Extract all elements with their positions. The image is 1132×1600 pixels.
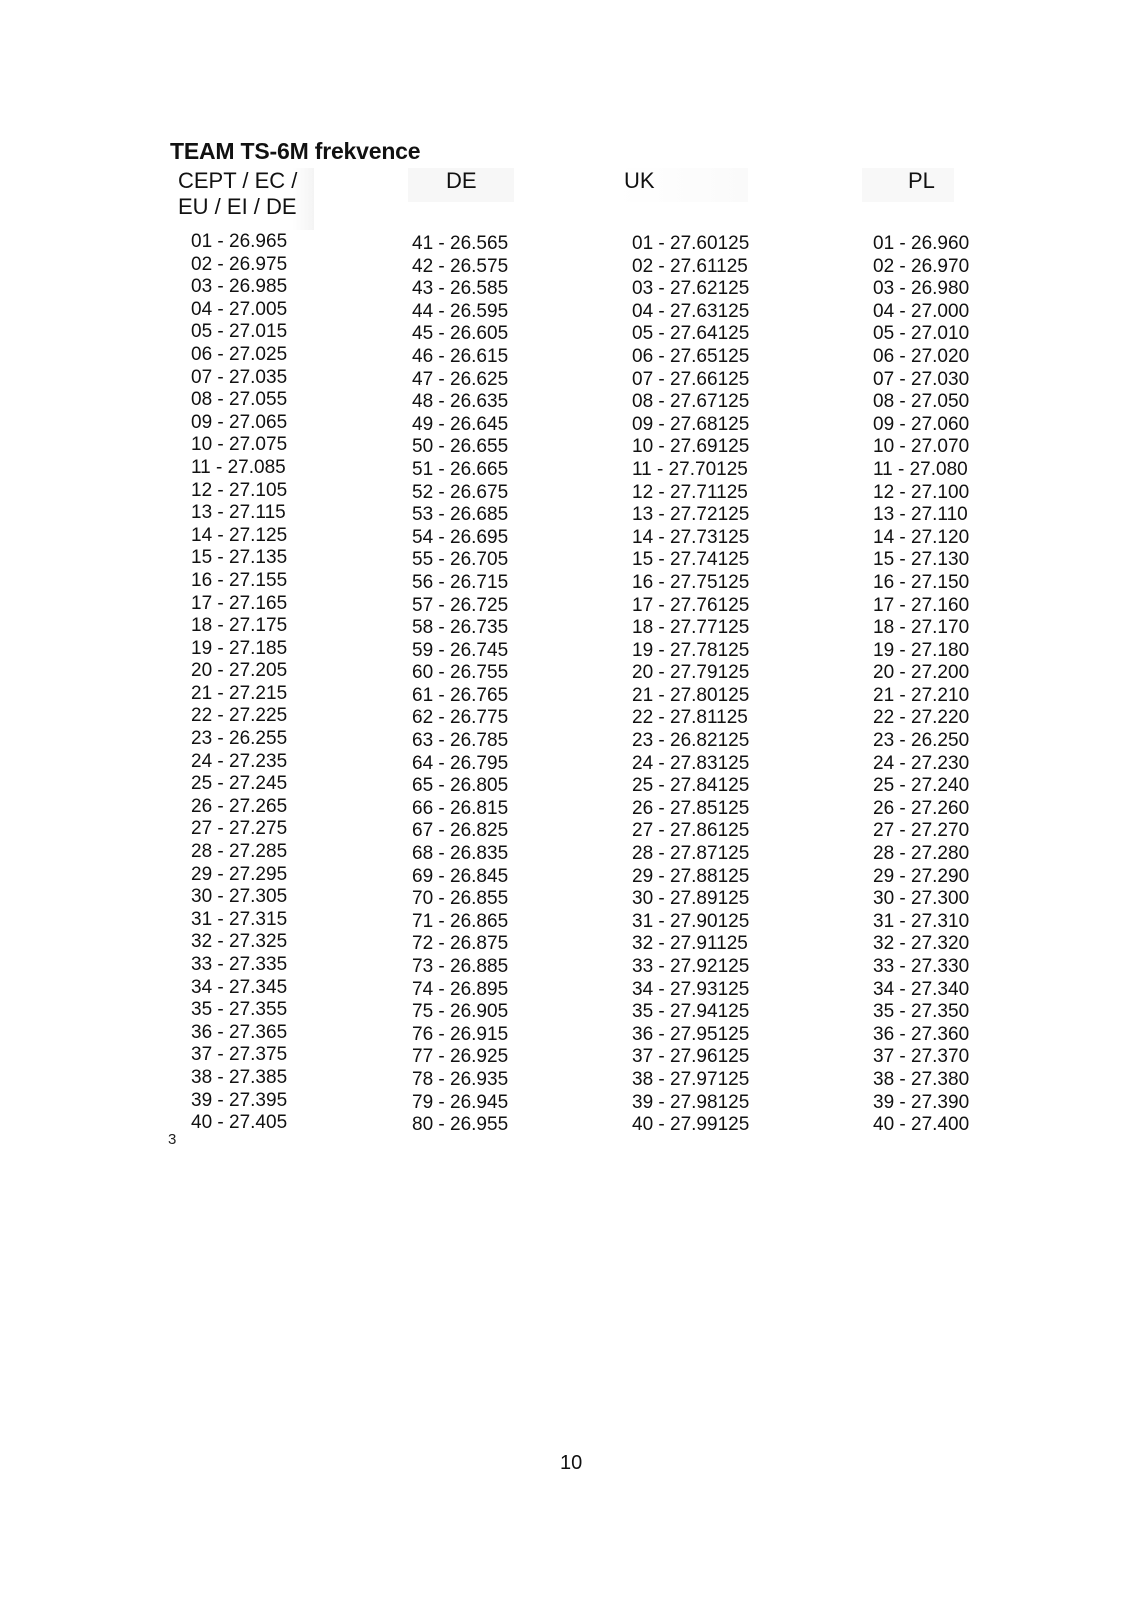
channel-frequency-cell: 35 - 27.94125 — [632, 1001, 750, 1023]
channel-frequency-cell: 17 - 27.76125 — [632, 594, 750, 616]
channel-frequency-cell: 38 - 27.385 — [191, 1066, 288, 1088]
column-header-line: EU / EI / DE — [178, 194, 297, 219]
channel-frequency-cell: 30 - 27.300 — [873, 888, 970, 910]
channel-frequency-cell: 04 - 27.63125 — [632, 300, 750, 322]
channel-frequency-cell: 24 - 27.230 — [873, 752, 970, 774]
channel-frequency-cell: 35 - 27.355 — [191, 999, 288, 1021]
channel-frequency-cell: 40 - 27.99125 — [632, 1114, 750, 1136]
channel-frequency-cell: 64 - 26.795 — [412, 752, 509, 774]
channel-frequency-cell: 04 - 27.000 — [873, 300, 970, 322]
channel-frequency-cell: 40 - 27.400 — [873, 1114, 970, 1136]
channel-frequency-cell: 48 - 26.635 — [412, 391, 509, 413]
channel-frequency-cell: 38 - 27.97125 — [632, 1068, 750, 1090]
channel-frequency-cell: 08 - 27.67125 — [632, 391, 750, 413]
channel-frequency-cell: 28 - 27.285 — [191, 841, 288, 863]
channel-frequency-cell: 07 - 27.035 — [191, 366, 288, 388]
channel-frequency-cell: 47 - 26.625 — [412, 368, 509, 390]
channel-frequency-cell: 27 - 27.86125 — [632, 820, 750, 842]
channel-frequency-cell: 05 - 27.015 — [191, 321, 288, 343]
channel-frequency-cell: 36 - 27.365 — [191, 1021, 288, 1043]
page-title: TEAM TS-6M frekvence — [170, 138, 421, 164]
channel-frequency-cell: 15 - 27.135 — [191, 547, 288, 569]
channel-frequency-cell: 13 - 27.115 — [191, 502, 286, 524]
channel-frequency-cell: 23 - 26.250 — [873, 730, 970, 752]
channel-frequency-cell: 23 - 26.255 — [191, 728, 288, 750]
channel-frequency-cell: 69 - 26.845 — [412, 865, 509, 887]
channel-frequency-cell: 07 - 27.66125 — [632, 368, 750, 390]
channel-frequency-cell: 49 - 26.645 — [412, 413, 509, 435]
channel-frequency-cell: 26 - 27.265 — [191, 795, 288, 817]
channel-frequency-cell: 16 - 27.75125 — [632, 571, 750, 593]
channel-frequency-cell: 43 - 26.585 — [412, 278, 509, 300]
channel-frequency-cell: 13 - 27.72125 — [632, 504, 750, 526]
channel-frequency-cell: 32 - 27.320 — [873, 933, 970, 955]
channel-frequency-cell: 52 - 26.675 — [412, 481, 509, 503]
channel-frequency-cell: 22 - 27.225 — [191, 705, 288, 727]
channel-frequency-cell: 55 - 26.705 — [412, 549, 509, 571]
channel-frequency-cell: 08 - 27.055 — [191, 389, 288, 411]
column-header-line: UK — [624, 168, 655, 193]
channel-frequency-cell: 29 - 27.295 — [191, 863, 288, 885]
column-header-de — [408, 168, 514, 202]
channel-frequency-cell: 20 - 27.79125 — [632, 662, 750, 684]
channel-column-pl — [873, 233, 969, 1137]
channel-frequency-cell: 26 - 27.85125 — [632, 797, 750, 819]
channel-frequency-cell: 31 - 27.310 — [873, 910, 970, 932]
channel-frequency-cell: 11 - 27.085 — [191, 456, 286, 478]
channel-frequency-cell: 46 - 26.615 — [412, 345, 509, 367]
channel-frequency-cell: 34 - 27.345 — [191, 976, 288, 998]
channel-frequency-cell: 24 - 27.235 — [191, 750, 288, 772]
channel-frequency-cell: 20 - 27.200 — [873, 662, 970, 684]
channel-frequency-cell: 32 - 27.91125 — [632, 933, 748, 955]
channel-frequency-cell: 27 - 27.270 — [873, 820, 970, 842]
channel-frequency-cell: 72 - 26.875 — [412, 933, 509, 955]
channel-frequency-cell: 12 - 27.105 — [191, 479, 288, 501]
channel-frequency-cell: 09 - 27.065 — [191, 411, 288, 433]
channel-frequency-cell: 18 - 27.170 — [873, 617, 970, 639]
channel-frequency-cell: 33 - 27.92125 — [632, 956, 750, 977]
column-header-line: CEPT / EC / — [178, 168, 298, 193]
channel-frequency-cell: 78 - 26.935 — [412, 1068, 509, 1090]
column-header-uk — [618, 168, 748, 202]
channel-frequency-cell: 02 - 26.970 — [873, 255, 970, 277]
channel-frequency-cell: 30 - 27.305 — [191, 886, 288, 908]
channel-frequency-cell: 51 - 26.665 — [412, 458, 509, 480]
channel-frequency-cell: 71 - 26.865 — [412, 910, 509, 932]
channel-frequency-cell: 14 - 27.120 — [873, 526, 970, 548]
channel-frequency-cell: 57 - 26.725 — [412, 594, 509, 616]
channel-frequency-cell: 12 - 27.100 — [873, 481, 970, 503]
channel-frequency-cell: 77 - 26.925 — [412, 1046, 509, 1068]
channel-column-cept — [191, 231, 287, 1135]
channel-frequency-cell: 58 - 26.735 — [412, 617, 509, 639]
channel-frequency-cell: 01 - 26.965 — [191, 231, 288, 252]
channel-frequency-cell: 13 - 27.110 — [873, 504, 968, 526]
channel-frequency-cell: 02 - 26.975 — [191, 253, 288, 275]
channel-frequency-cell: 45 - 26.605 — [412, 323, 509, 345]
channel-frequency-cell: 20 - 27.205 — [191, 660, 288, 682]
channel-frequency-cell: 06 - 27.025 — [191, 343, 288, 365]
channel-frequency-cell: 21 - 27.215 — [191, 682, 288, 704]
channel-frequency-cell: 27 - 27.275 — [191, 818, 288, 840]
stray-mark: 3 — [168, 1131, 177, 1148]
channel-frequency-cell: 42 - 26.575 — [412, 255, 509, 277]
channel-frequency-cell: 02 - 27.61125 — [632, 255, 748, 277]
channel-frequency-cell: 80 - 26.955 — [412, 1114, 509, 1136]
channel-frequency-cell: 41 - 26.565 — [412, 233, 509, 254]
column-header-line: PL — [908, 168, 935, 193]
channel-frequency-cell: 16 - 27.150 — [873, 571, 970, 593]
page-number: 10 — [560, 1452, 583, 1474]
channel-frequency-cell: 09 - 27.060 — [873, 413, 970, 435]
channel-frequency-cell: 22 - 27.81125 — [632, 707, 748, 729]
channel-frequency-cell: 31 - 27.90125 — [632, 910, 750, 932]
channel-frequency-cell: 11 - 27.70125 — [632, 458, 748, 480]
column-header-cept — [172, 168, 314, 230]
channel-frequency-cell: 53 - 26.685 — [412, 504, 509, 526]
channel-frequency-cell: 08 - 27.050 — [873, 391, 970, 413]
channel-frequency-cell: 75 - 26.905 — [412, 1001, 509, 1023]
channel-frequency-cell: 38 - 27.380 — [873, 1068, 970, 1090]
channel-frequency-cell: 11 - 27.080 — [873, 458, 968, 480]
channel-frequency-cell: 18 - 27.175 — [191, 615, 288, 637]
channel-frequency-cell: 40 - 27.405 — [191, 1112, 288, 1134]
channel-frequency-cell: 17 - 27.160 — [873, 594, 970, 616]
channel-frequency-cell: 12 - 27.71125 — [632, 481, 748, 503]
channel-frequency-cell: 26 - 27.260 — [873, 797, 970, 819]
channel-frequency-cell: 50 - 26.655 — [412, 436, 509, 458]
channel-frequency-cell: 19 - 27.185 — [191, 637, 288, 659]
channel-frequency-cell: 16 - 27.155 — [191, 569, 288, 591]
channel-frequency-cell: 32 - 27.325 — [191, 931, 288, 953]
channel-frequency-cell: 62 - 26.775 — [412, 707, 509, 729]
channel-frequency-cell: 22 - 27.220 — [873, 707, 970, 729]
channel-frequency-cell: 03 - 26.980 — [873, 278, 970, 300]
channel-frequency-cell: 37 - 27.96125 — [632, 1046, 750, 1068]
channel-frequency-cell: 15 - 27.130 — [873, 549, 970, 571]
channel-frequency-cell: 28 - 27.87125 — [632, 843, 750, 865]
channel-frequency-cell: 59 - 26.745 — [412, 639, 509, 661]
channel-frequency-cell: 66 - 26.815 — [412, 797, 509, 819]
channel-frequency-cell: 14 - 27.125 — [191, 524, 288, 546]
channel-frequency-cell: 39 - 27.395 — [191, 1089, 288, 1111]
channel-frequency-cell: 34 - 27.340 — [873, 978, 970, 1000]
channel-column-de — [412, 233, 508, 1137]
channel-frequency-cell: 63 - 26.785 — [412, 730, 509, 752]
channel-frequency-cell: 56 - 26.715 — [412, 571, 509, 593]
channel-frequency-cell: 29 - 27.290 — [873, 865, 970, 887]
channel-frequency-cell: 30 - 27.89125 — [632, 888, 750, 910]
channel-frequency-cell: 25 - 27.245 — [191, 773, 288, 795]
channel-frequency-cell: 14 - 27.73125 — [632, 526, 750, 548]
channel-frequency-cell: 18 - 27.77125 — [632, 617, 750, 639]
channel-frequency-cell: 37 - 27.370 — [873, 1046, 970, 1068]
channel-frequency-cell: 67 - 26.825 — [412, 820, 509, 842]
channel-frequency-cell: 73 - 26.885 — [412, 956, 509, 977]
channel-frequency-cell: 05 - 27.64125 — [632, 323, 750, 345]
channel-frequency-cell: 79 - 26.945 — [412, 1091, 509, 1113]
channel-frequency-cell: 39 - 27.390 — [873, 1091, 970, 1113]
channel-frequency-cell: 10 - 27.075 — [191, 434, 288, 456]
channel-frequency-cell: 21 - 27.80125 — [632, 684, 750, 706]
channel-frequency-cell: 68 - 26.835 — [412, 843, 509, 865]
channel-frequency-cell: 17 - 27.165 — [191, 592, 288, 614]
channel-frequency-cell: 19 - 27.78125 — [632, 639, 750, 661]
channel-frequency-cell: 21 - 27.210 — [873, 684, 970, 706]
channel-frequency-cell: 36 - 27.95125 — [632, 1023, 750, 1045]
column-header-line: DE — [446, 168, 477, 193]
channel-frequency-cell: 19 - 27.180 — [873, 639, 970, 661]
channel-frequency-cell: 65 - 26.805 — [412, 775, 509, 797]
channel-frequency-cell: 10 - 27.070 — [873, 436, 970, 458]
channel-frequency-cell: 05 - 27.010 — [873, 323, 970, 345]
column-header-pl — [862, 168, 954, 202]
channel-frequency-cell: 10 - 27.69125 — [632, 436, 750, 458]
channel-frequency-cell: 15 - 27.74125 — [632, 549, 750, 571]
channel-frequency-cell: 60 - 26.755 — [412, 662, 509, 684]
channel-frequency-cell: 44 - 26.595 — [412, 300, 509, 322]
channel-frequency-cell: 70 - 26.855 — [412, 888, 509, 910]
channel-frequency-cell: 61 - 26.765 — [412, 684, 509, 706]
channel-frequency-cell: 04 - 27.005 — [191, 298, 288, 320]
channel-frequency-cell: 01 - 27.60125 — [632, 233, 750, 254]
channel-frequency-cell: 37 - 27.375 — [191, 1044, 288, 1066]
channel-frequency-cell: 09 - 27.68125 — [632, 413, 750, 435]
channel-frequency-cell: 07 - 27.030 — [873, 368, 970, 390]
channel-frequency-cell: 06 - 27.65125 — [632, 345, 750, 367]
channel-frequency-cell: 34 - 27.93125 — [632, 978, 750, 1000]
channel-frequency-cell: 29 - 27.88125 — [632, 865, 750, 887]
channel-frequency-cell: 33 - 27.330 — [873, 956, 970, 977]
channel-frequency-cell: 03 - 27.62125 — [632, 278, 750, 300]
channel-frequency-cell: 25 - 27.240 — [873, 775, 970, 797]
channel-frequency-cell: 33 - 27.335 — [191, 954, 288, 975]
channel-frequency-cell: 36 - 27.360 — [873, 1023, 970, 1045]
channel-frequency-cell: 39 - 27.98125 — [632, 1091, 750, 1113]
channel-frequency-cell: 35 - 27.350 — [873, 1001, 970, 1023]
channel-frequency-cell: 03 - 26.985 — [191, 276, 288, 298]
channel-frequency-cell: 24 - 27.83125 — [632, 752, 750, 774]
channel-frequency-cell: 06 - 27.020 — [873, 345, 970, 367]
channel-frequency-cell: 28 - 27.280 — [873, 843, 970, 865]
channel-frequency-cell: 76 - 26.915 — [412, 1023, 509, 1045]
channel-frequency-cell: 01 - 26.960 — [873, 233, 970, 254]
channel-frequency-cell: 25 - 27.84125 — [632, 775, 750, 797]
channel-frequency-cell: 31 - 27.315 — [191, 908, 288, 930]
channel-frequency-cell: 54 - 26.695 — [412, 526, 509, 548]
channel-frequency-cell: 23 - 26.82125 — [632, 730, 750, 752]
channel-frequency-cell: 74 - 26.895 — [412, 978, 509, 1000]
channel-column-uk — [632, 233, 749, 1137]
